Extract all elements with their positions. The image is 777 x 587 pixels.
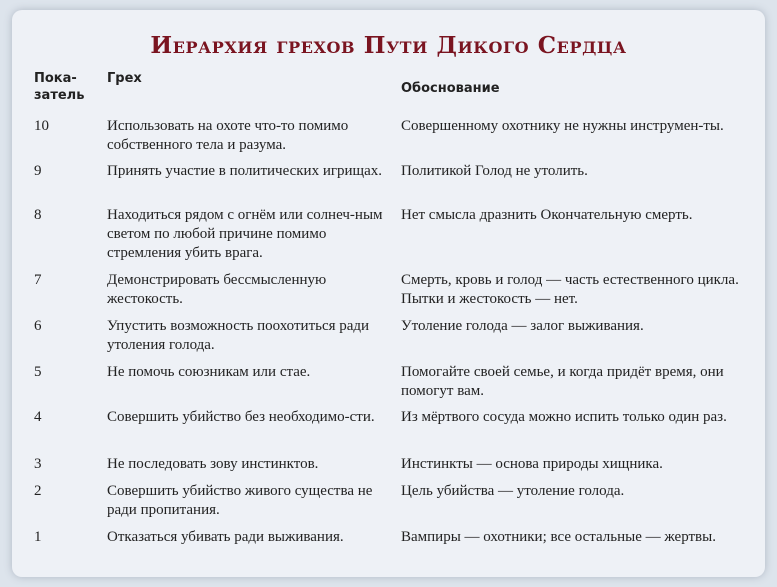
sin-cell: Принять участие в политических игрищах.	[107, 163, 383, 179]
page-title: Иерархия грехов Пути Дикого Сердца	[150, 32, 627, 59]
score-cell: 5	[34, 364, 42, 380]
score-cell: 2	[34, 483, 42, 499]
reason-cell: Цель убийства — утоление голода.	[401, 483, 625, 499]
score-cell: 10	[34, 118, 49, 134]
document-page	[12, 10, 765, 577]
sin-cell: Упустить возможность поохотиться ради утоления голода.	[107, 318, 370, 353]
sin-cell: Совершить убийство живого существа не ради пропитания.	[107, 483, 373, 518]
header-score-line2: затель	[34, 88, 85, 103]
sin-cell: Не помочь союзникам или стае.	[107, 364, 311, 380]
score-cell: 4	[34, 409, 42, 425]
reason-cell: Утоление голода — залог выживания.	[401, 318, 644, 334]
sin-cell: Совершить убийство без необходимо-сти.	[107, 409, 375, 425]
reason-cell: Из мёртвого сосуда можно испить только один раз.	[401, 409, 727, 425]
header-score	[34, 70, 104, 104]
reason-cell: Вампиры — охотники; все остальные — жертвы.	[401, 529, 716, 545]
reason-cell: Политикой Голод не утолить.	[401, 163, 588, 179]
header-reason: Обоснование	[401, 81, 500, 96]
reason-cell: Помогайте своей семье, и когда придёт время, они помогут вам.	[401, 364, 724, 399]
sin-cell: Демонстрировать бессмысленную жестокость.	[107, 272, 327, 307]
reason-cell: Нет смысла дразнить Окончательную смерть.	[401, 207, 693, 223]
score-cell: 7	[34, 272, 42, 288]
score-cell: 6	[34, 318, 42, 334]
reason-cell: Совершенному охотнику не нужны инструмен-ты.	[401, 118, 724, 134]
score-cell: 9	[34, 163, 42, 179]
header-score-line1: Пока-	[34, 71, 77, 86]
sin-cell: Не последовать зову инстинктов.	[107, 456, 319, 472]
sin-cell: Использовать на охоте что-то помимо собственного тела и разума.	[107, 118, 349, 153]
reason-cell: Смерть, кровь и голод — часть естественного цикла. Пытки и жестокость — нет.	[401, 272, 739, 307]
header-sin: Грех	[107, 71, 142, 86]
score-cell: 8	[34, 207, 42, 223]
score-cell: 1	[34, 529, 42, 545]
reason-cell: Инстинкты — основа природы хищника.	[401, 456, 663, 472]
score-cell: 3	[34, 456, 42, 472]
sin-cell: Отказаться убивать ради выживания.	[107, 529, 344, 545]
sin-cell: Находиться рядом с огнём или солнеч-ным светом по любой причине помимо стремления убить врага.	[107, 207, 383, 261]
